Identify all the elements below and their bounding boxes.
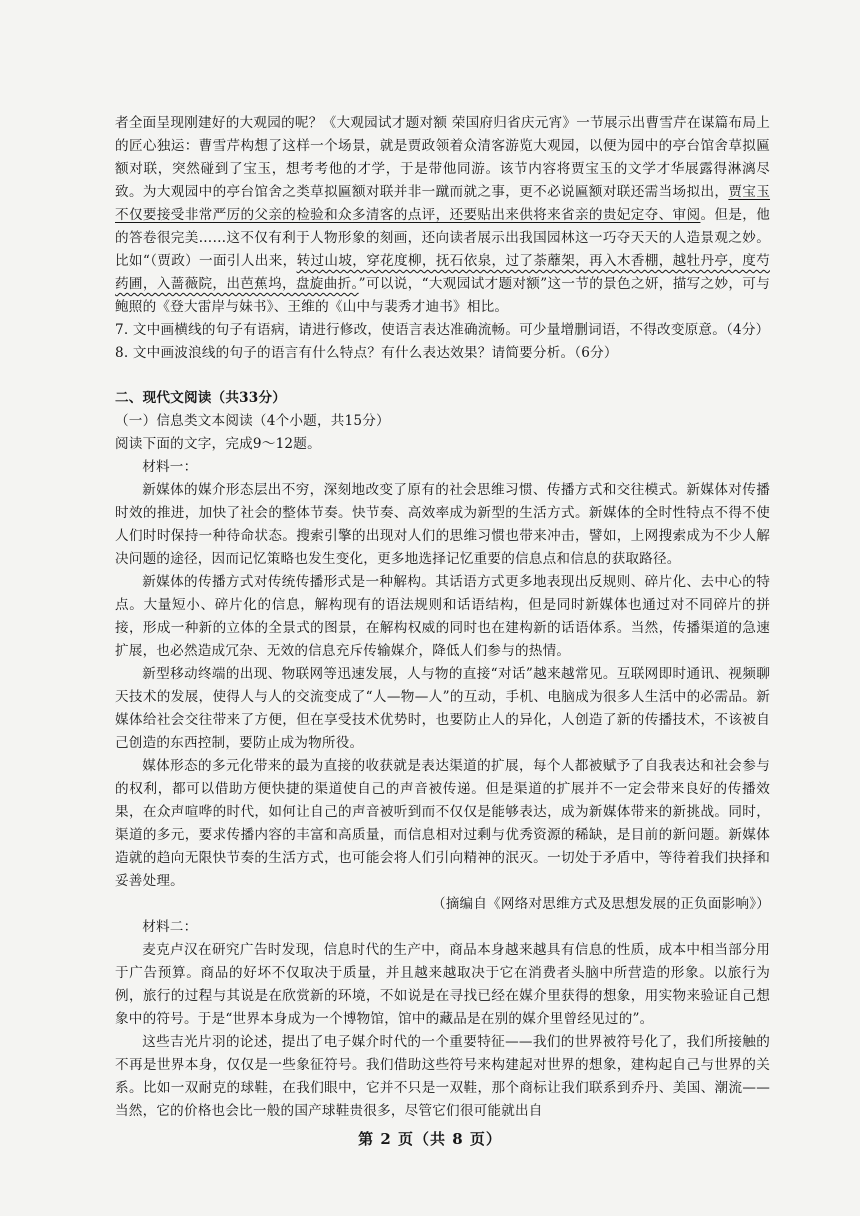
section-title: 二、现代文阅读（共33分） bbox=[115, 390, 287, 406]
passage-text: ”可以说，“大观园试才题对额”这一节的景色之妍，描写之妙，可与鲍照的《登大雷岸与妹书》、王维的《山中与裴秀才迪书》相比。 bbox=[115, 276, 770, 315]
passage-text: 者全面呈现刚建好的大观园的呢？《大观园试才题对额 荣国府归省庆元宵》一节展示出曹雪芹在谋篇布局上的匠心独运：曹雪芹构想了这样一个场景，就是贾政领着众清客游览大观园，以便为园中的亭台馆舍草拟匾额对联，突然碰到了宝玉，想考考他的才学，于是带他同游。该节内容将贾宝玉的文学才华展露得淋漓尽致。为大观园中的亭台馆舍之类草拟匾额对联并非一蹴而就之事，更不必说匾额对联还需当场拟出， bbox=[115, 115, 770, 200]
section-subtitle: （一）信息类文本阅读（4个小题，共15分） bbox=[115, 413, 390, 429]
material2-paragraph: 麦克卢汉在研究广告时发现，信息时代的生产中，商品本身越来越具有信息的性质，成本中相当部分用于广告预算。商品的好坏不仅取决于质量，并且越来越取决于它在消费者头脑中所营造的形象。以旅行为例，旅行的过程与其说是在欣赏新的环境，不如说是在寻找已经在媒介里获得的想象，用实物来验证自己想象中的符号。于是“世界本身成为一个博物馆，馆中的藏品是在别的媒介里曾经见过的”。 bbox=[115, 942, 770, 1027]
passage-text: 。但是，他的答卷很完美……这不仅有利于人物形象的刻画，还向读者展示出我国园林这一巧夺天天的人造景观之妙。比如“（贾政）一面引人出来， bbox=[115, 207, 771, 269]
material1-paragraph: 新媒体的传播方式对传统传播形式是一种解构。其话语方式更多地表现出反规则、碎片化、去中心的特点。大量短小、碎片化的信息，解构现有的语法规则和话语结构，但是同时新媒体也通过对不同碎片的拼接，形成一种新的立体的全景式的图景，在解构权威的同时也在建构新的话语体系。当然，传播渠道的急速扩展，也必然造成冗杂、无效的信息充斥传输媒介，降低人们参与的热情。 bbox=[115, 574, 770, 659]
page-number: 第 2 页（共 8 页） bbox=[358, 1130, 502, 1148]
section-instruction: 阅读下面的文字，完成9～12题。 bbox=[115, 436, 321, 452]
question-7: 7. 文中画横线的句子有语病，请进行修改，使语言表达准确流畅。可少量增删词语，不得改变原意。（4分） bbox=[115, 322, 770, 338]
material1-paragraph: 新媒体的媒介形态层出不穷，深刻地改变了原有的社会思维习惯、传播方式和交往模式。新媒体对传播时效的推进，加快了社会的整体节奏。快节奏、高效率成为新型的生活方式。新媒体的全时性特点不得不使人们时时保持一种待命状态。搜索引擎的出现对人们的思维习惯也带来冲击，譬如，上网搜索成为不少人解决问题的途径，因而记忆策略也发生变化，更多地选择记忆重要的信息点和信息的获取路径。 bbox=[115, 482, 770, 567]
passage-paragraph bbox=[115, 112, 770, 319]
material1-source: （摘编自《网络对思维方式及思想发展的正负面影响》） bbox=[431, 896, 770, 912]
material1-paragraph: 新型移动终端的出现、物联网等迅速发展，人与物的直接“对话”越来越常见。互联网即时通讯、视频聊天技术的发展，使得人与人的交流变成了“人—物—人”的互动，手机、电脑成为很多人生活中的必需品。新媒体给社会交往带来了方便，但在享受技术优势时，也要防止人的异化，人创造了新的传播技术，不该被自己创造的东西控制，要防止成为物所役。 bbox=[115, 666, 770, 751]
underlined-sentence: 贾宝玉不仅要接受非常严厉的父亲的检验和众多清客的点评，还要贴出来供将来省亲的贵妃定夺、审阅 bbox=[115, 184, 771, 223]
material2-paragraph: 这些吉光片羽的论述，提出了电子媒介时代的一个重要特征——我们的世界被符号化了，我们所接触的不再是世界本身，仅仅是一些象征符号。我们借助这些符号来构建起对世界的想象，建构起自己与世界的关系。比如一双耐克的球鞋，在我们眼中，它并不只是一双鞋，那个商标让我们联系到乔丹、美国、潮流——当然，它的价格也会比一般的国产球鞋贵很多，尽管它们很可能就出自 bbox=[115, 1034, 770, 1119]
material-label: 材料一： bbox=[142, 459, 198, 475]
material-label: 材料二： bbox=[142, 919, 198, 935]
material1-paragraph: 媒体形态的多元化带来的最为直接的收获就是表达渠道的扩展，每个人都被赋予了自我表达和社会参与的权利，都可以借助方便快捷的渠道使自己的声音被传递。但是渠道的扩展并不一定会带来良好的传播效果，在众声喧哗的时代，如何让自己的声音被听到而不仅仅是能够表达，成为新媒体带来的新挑战。同时，渠道的多元，要求传播内容的丰富和高质量，而信息相对过剩与优秀资源的稀缺，是目前的新问题。新媒体造就的趋向无限快节奏的生活方式，也可能会将人们引向精神的泯灭。一切处于矛盾中，等待着我们抉择和妥善处理。 bbox=[115, 758, 770, 889]
question-8: 8. 文中画波浪线的句子的语言有什么特点？有什么表达效果？请简要分析。（6分） bbox=[115, 345, 618, 361]
wavy-underlined-sentence: 转过山坡，穿花度柳，抚石依泉，过了荼蘼架，再入木香棚，越牡丹亭，度芍药圃，入蔷薇院，出芭蕉坞，盘旋曲折。 bbox=[115, 253, 770, 292]
